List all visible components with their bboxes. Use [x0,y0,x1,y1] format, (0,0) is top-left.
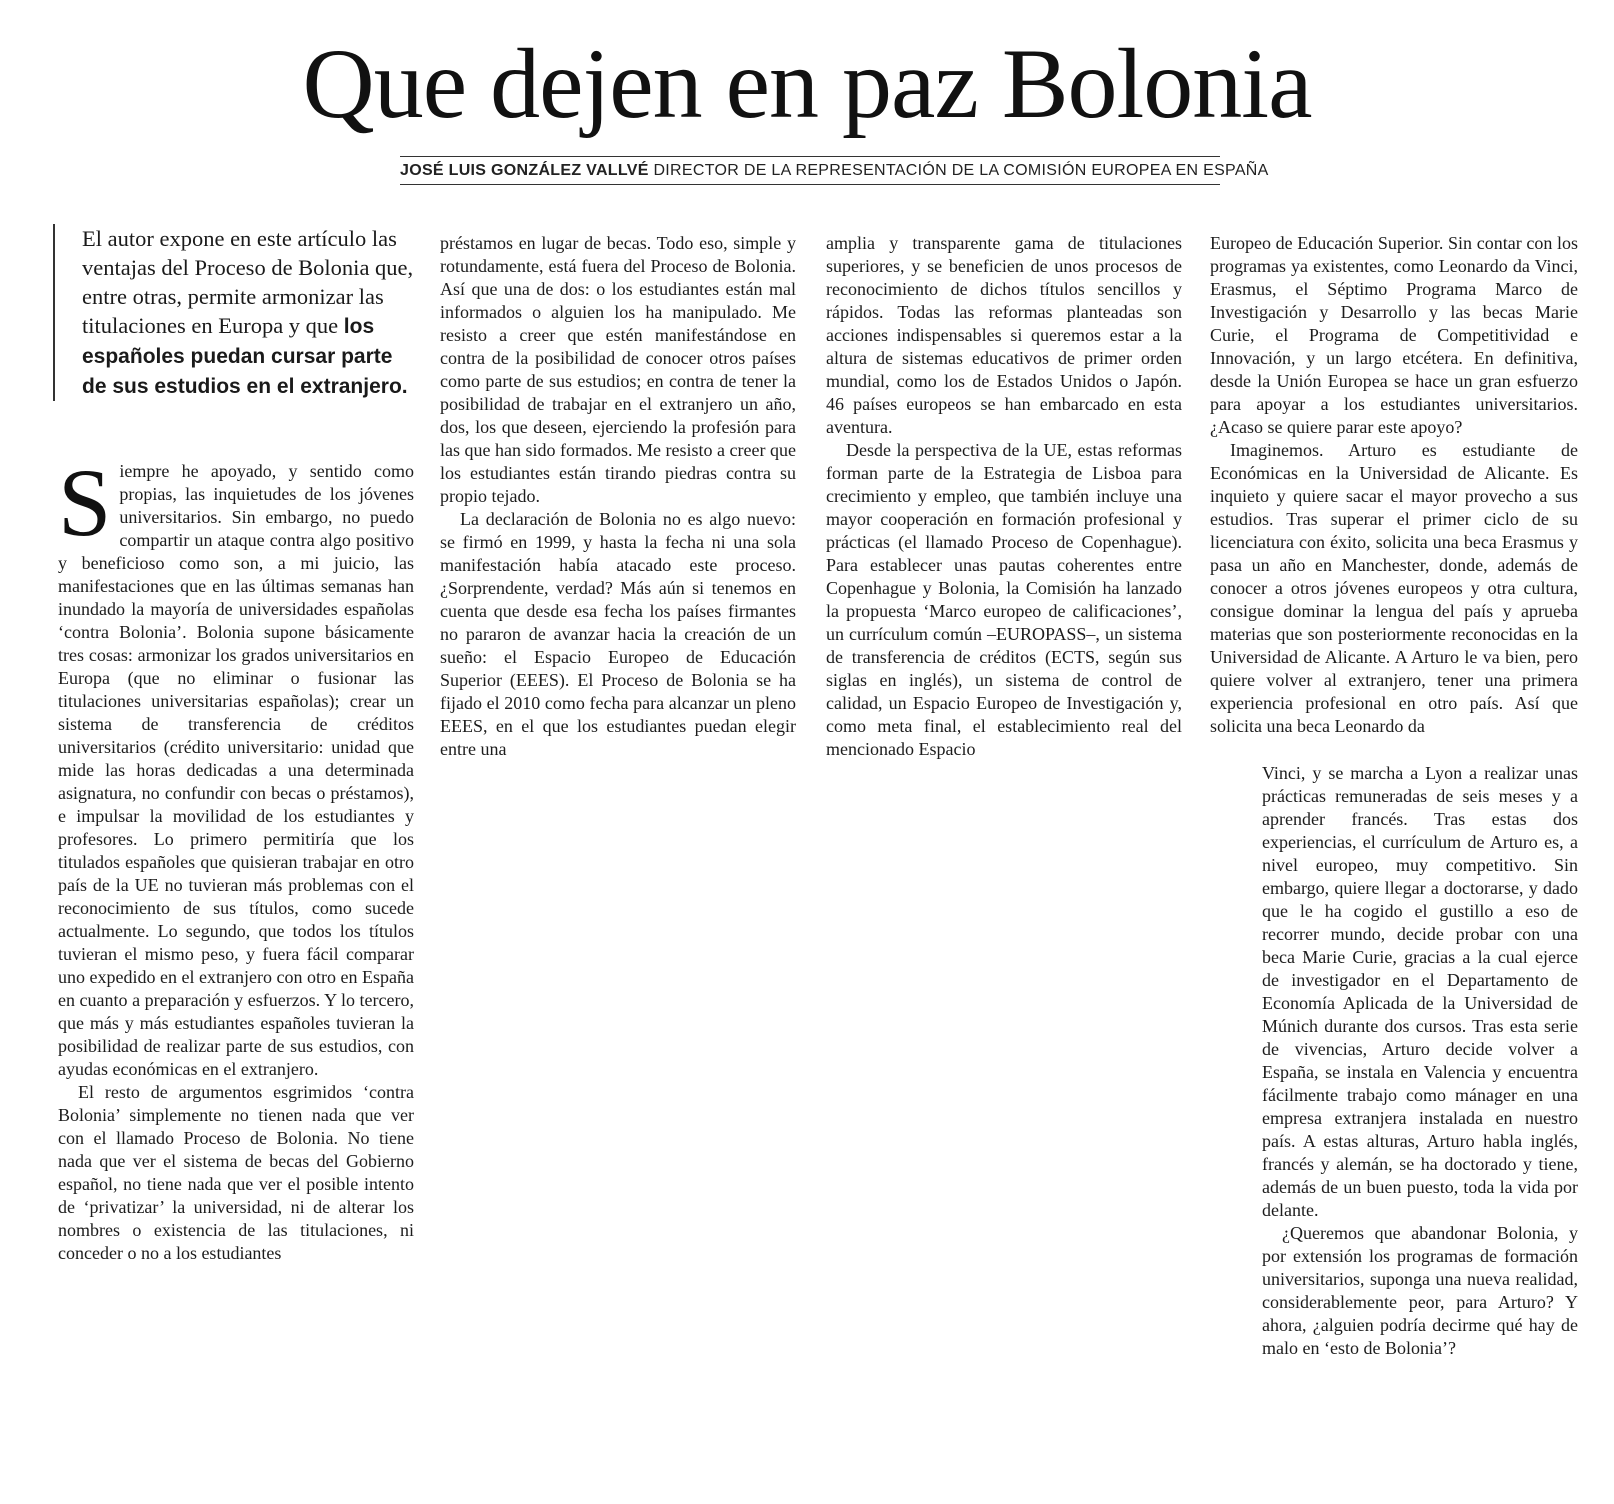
article-column-3 [826,232,1182,761]
paragraph: Desde la perspectiva de la UE, estas reformas forman parte de la Estrategia de Lisboa para crecimiento y empleo, que también incluye una mayor cooperación en formación profesional y prácticas (el llamado Proceso de Copenhague). Para establecer unas pautas coherentes entre Copenhague y Bolonia, la Comisión ha lanzado la propuesta ‘Marco europeo de calificaciones’, un currículum común –EUROPASS–, un sistema de transferencia de créditos (ECTS, según sus siglas en inglés), un sistema de control de calidad, un Espacio Europeo de Investigación y, como meta final, el establecimiento real del mencionado Espacio [826,440,1182,759]
article-column-1 [58,449,414,1265]
article-column-2 [440,232,796,761]
paragraph: Europeo de Educación Superior. Sin contar con los programas ya existentes, como Leonardo da Vinci, Erasmus, el Séptimo Programa Marco de Investigación y Desarrollo y las becas Marie Curie, el Programa de Competitividad e Innovación, y un largo etcétera. En definitiva, desde la Unión Europea se hace un gran esfuerzo para apoyar a los estudiantes universitarios. ¿Acaso se quiere parar este apoyo? [1210,233,1578,437]
paragraph: La declaración de Bolonia no es algo nuevo: se firmó en 1999, y hasta la fecha ni una sola manifestación había atacado este proceso. ¿Sorprendente, verdad? Más aún si tenemos en cuenta que desde esa fecha los países firmantes no pararon de avanzar hacia la creación de un sueño: el Espacio Europeo de Educación Superior (EEES). El Proceso de Bolonia se ha fijado el 2010 como fecha para alcanzar un pleno EEES, en el que los estudiantes puedan elegir entre una [440,509,796,759]
paragraph: préstamos en lugar de becas. Todo eso, simple y rotundamente, está fuera del Proceso de Bolonia. Así que una de dos: o los estudiantes están mal informados o alguien los ha manipulado. Me resisto a creer que estén manifestándose en contra de la posibilidad de conocer otros países como parte de sus estudios; en contra de tener la posibilidad de trabajar en el extranjero un año, dos, los que deseen, ejerciendo la profesión para las que han sido formados. Me resisto a creer que los estudiantes están tirando piedras contra su propio tejado. [440,233,796,506]
paragraph: El resto de argumentos esgrimidos ‘contra Bolonia’ simplemente no tienen nada que ver con el llamado Proceso de Bolonia. No tiene nada que ver el sistema de becas del Gobierno español, no tiene nada que ver el posible intento de ‘privatizar’ la universidad, ni de alterar los nombres o existencia de las titulaciones, ni conceder o no a los estudiantes [58,1082,414,1263]
paragraph: ¿Queremos que abandonar Bolonia, y por extensión los programas de formación universitarios, suponga una nueva realidad, considerablemente peor, para Arturo? Y ahora, ¿alguien podría decirme qué hay de malo en ‘esto de Bolonia’? [1262,1223,1578,1358]
paragraph-text: iempre he apoyado, y sentido como propias, las inquietudes de los jóvenes universitarios. Sin embargo, no puedo compartir un ataque contra algo positivo y beneficioso como son, a mi juicio, las manifestaciones que en las últimas semanas han inundado la mayoría de universidades españolas ‘contra Bolonia’. Bolonia supone básicamente tres cosas: armonizar los grados universitarios en Europa (que no eliminar o fusionar las titulaciones universitarias españolas); crear un sistema de transferencia de créditos universitarios (crédito universitario: unidad que mide las horas dedicadas a una determinada asignatura, no confundir con becas o préstamos), e impulsar la movilidad de los estudiantes y profesores. Lo primero permitiría que los titulados españoles que quisieran trabajar en otro país de la UE no tuvieran más problemas con el reconocimiento de sus títulos, como sucede actualmente. Lo segundo, que todos los títulos tuvieran el mismo peso, y fuera fácil comparar uno expedido en el extranjero con otro en España en cuanto a preparación y esfuerzos. Y lo tercero, que más y más estudiantes españoles tuvieran la posibilidad de realizar parte de sus estudios, con ayudas económicas en el extranjero. [58,461,414,1079]
byline [400,156,1269,185]
lede-summary [53,224,422,401]
lede-text: El autor expone en este artículo las ventajas del Proceso de Bolonia que, entre otras, permite armonizar las titulaciones en Europa y que [82,226,414,338]
paragraph: Vinci, y se marcha a Lyon a realizar unas prácticas remuneradas de seis meses y a aprender francés. Tras estas dos experiencias, el currículum de Arturo es, a nivel europeo, muy competitivo. Sin embargo, quiere llegar a doctorarse, y dado que le ha cogido el gustillo a eso de recorrer mundo, decide probar con una beca Marie Curie, gracias a la cual ejerce de investigador en el Departamento de Economía Aplicada de la Universidad de Múnich durante dos cursos. Tras esta serie de vivencias, Arturo decide volver a España, se instala en Valencia y encuentra fácilmente trabajo como mánager en una empresa extranjera instalada en nuestro país. A estas alturas, Arturo habla inglés, francés y alemán, se ha doctorado y tiene, además de un buen puesto, toda la vida por delante. [1262,763,1578,1220]
paragraph: amplia y transparente gama de titulaciones superiores, y se beneficien de unos procesos de reconocimiento de dichos títulos sencillos y rápidos. Todas las reformas planteadas son acciones indispensables si queremos estar a la altura de sistemas educativos de primer orden mundial, como los de Estados Unidos o Japón. 46 países europeos se han embarcado en esta aventura. [826,233,1182,437]
paragraph [58,449,414,1081]
article-column-4-bottom [1262,762,1578,1360]
paragraph: Imaginemos. Arturo es estudiante de Económicas en la Universidad de Alicante. Es inquieto y quiere sacar el mayor provecho a sus estudios. Tras superar el primer ciclo de su licenciatura con éxito, solicita una beca Erasmus y pasa un año en Manchester, donde, además de conocer a otros jóvenes europeos y otra cultura, consigue dominar la lengua del país y aprueba materias que son posteriormente reconocidas en la Universidad de Alicante. A Arturo le va bien, pero quiere volver al extranjero, tener una primera experiencia profesional en otro país. Así que solicita una beca Leonardo da [1210,440,1578,736]
lede-highlight: los españoles puedan cursar parte de sus estudios en el extranjero. [82,315,408,398]
author-name: JOSÉ LUIS GONZÁLEZ VALLVÉ [400,162,649,179]
headline: Que dejen en paz Bolonia [302,28,1312,139]
drop-cap: S [58,449,112,556]
article-column-4-top [1210,232,1578,738]
author-role: DIRECTOR DE LA REPRESENTACIÓN DE LA COMISIÓN EUROPEA EN ESPAÑA [653,162,1269,179]
